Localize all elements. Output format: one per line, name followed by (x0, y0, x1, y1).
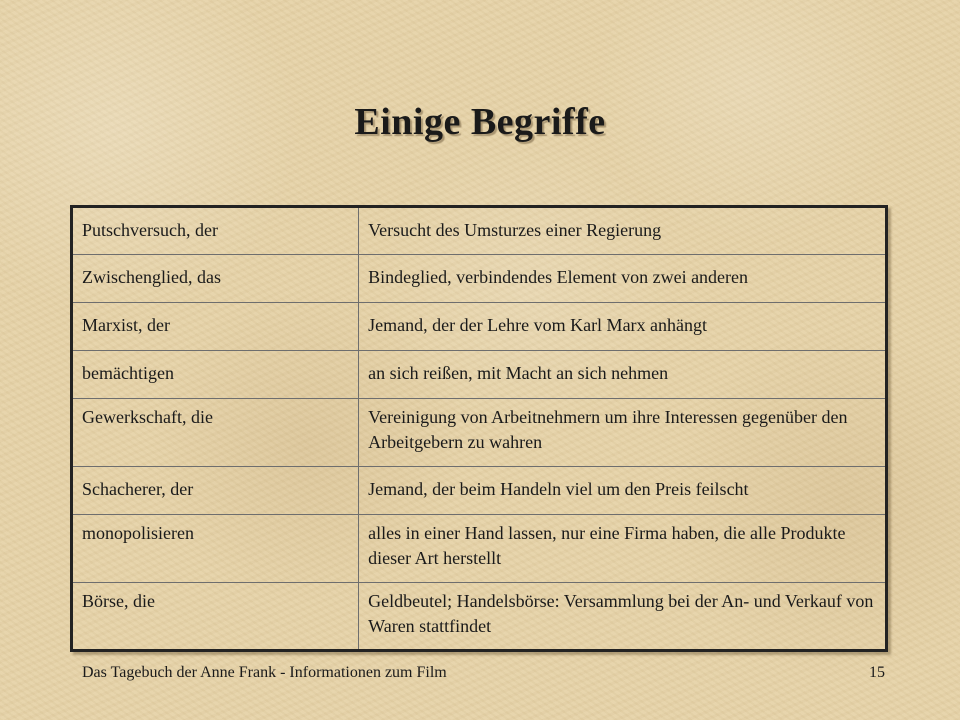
table-row (72, 351, 887, 399)
term-cell: Gewerkschaft, die (72, 399, 359, 467)
definition-cell: alles in einer Hand lassen, nur eine Firma haben, die alle Produkte dieser Art herstellt (359, 515, 887, 583)
term-cell: Marxist, der (72, 303, 359, 351)
page-number: 15 (869, 664, 885, 681)
table-row (72, 467, 887, 515)
definition-cell: Jemand, der der Lehre vom Karl Marx anhängt (359, 303, 887, 351)
term-cell: Börse, die (72, 583, 359, 651)
table-row (72, 515, 887, 583)
definition-cell: Bindeglied, verbindendes Element von zwei anderen (359, 255, 887, 303)
definition-cell: Jemand, der beim Handeln viel um den Preis feilscht (359, 467, 887, 515)
table-row (72, 255, 887, 303)
term-cell: monopolisieren (72, 515, 359, 583)
term-cell: Zwischenglied, das (72, 255, 359, 303)
definition-cell: an sich reißen, mit Macht an sich nehmen (359, 351, 887, 399)
definition-cell: Geldbeutel; Handelsbörse: Versammlung bei der An- und Verkauf von Waren stattfindet (359, 583, 887, 651)
footer-source-text: Das Tagebuch der Anne Frank - Informationen zum Film (82, 664, 447, 681)
term-cell: Schacherer, der (72, 467, 359, 515)
definition-cell: Vereinigung von Arbeitnehmern um ihre Interessen gegenüber den Arbeitgebern zu wahren (359, 399, 887, 467)
glossary-table (70, 205, 888, 652)
term-cell: bemächtigen (72, 351, 359, 399)
table-row (72, 303, 887, 351)
table-row (72, 583, 887, 651)
definition-cell: Versucht des Umsturzes einer Regierung (359, 207, 887, 255)
slide-title: Einige Begriffe (354, 101, 606, 143)
table-row (72, 207, 887, 255)
term-cell: Putschversuch, der (72, 207, 359, 255)
table-row (72, 399, 887, 467)
